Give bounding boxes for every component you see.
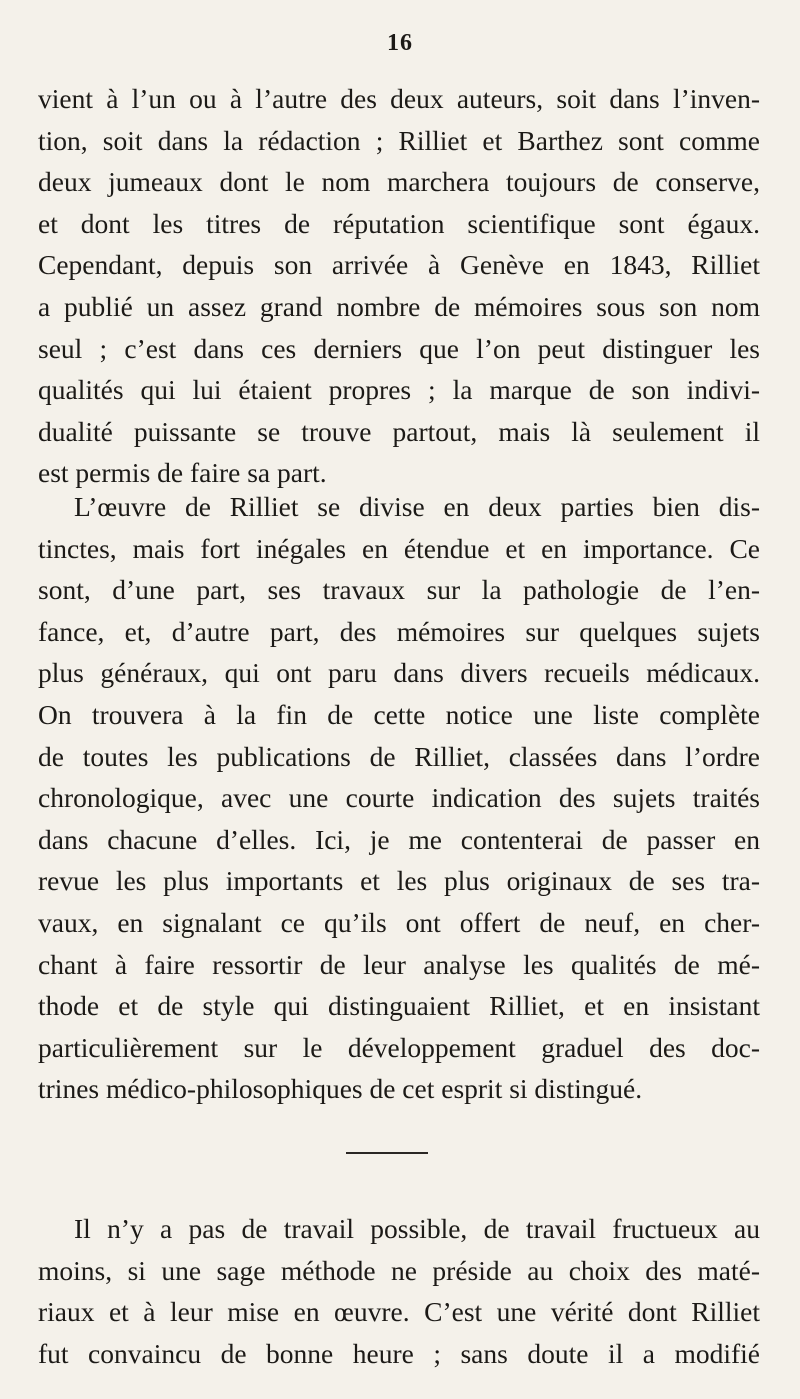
paragraph-1 [38,78,760,494]
page-number: 16 [387,30,413,56]
text-line: a publié un assez grand nombre de mémoires sous son nom [38,290,760,322]
text-line: sont, d’une part, ses travaux sur la pathologie de l’en- [38,574,760,606]
text-line: chronologique, avec une courte indication des sujets traités [38,782,760,814]
text-line: thode et de style qui distinguaient Rilliet, et en insistant [38,990,760,1022]
text-line: qualités qui lui étaient propres ; la marque de son indivi- [38,374,760,406]
section-divider [346,1152,428,1154]
text-line: plus généraux, qui ont paru dans divers recueils médicaux. [38,657,760,689]
text-line: et dont les titres de réputation scientifique sont égaux. [38,207,760,239]
text-line: seul ; c’est dans ces derniers que l’on peut distinguer les [38,332,760,364]
text-line: deux jumeaux dont le nom marchera toujours de conserve, [38,166,760,198]
text-line: moins, si une sage méthode ne préside au choix des maté- [38,1254,760,1286]
text-line: On trouvera à la fin de cette notice une liste complète [38,698,760,730]
text-line: vaux, en signalant ce qu’ils ont offert de neuf, en cher- [38,906,760,938]
text-line: Cependant, depuis son arrivée à Genève en 1843, Rilliet [38,249,760,281]
paragraph-3 [38,1208,760,1374]
text-line: de toutes les publications de Rilliet, classées dans l’ordre [38,740,760,772]
text-line: L’œuvre de Rilliet se divise en deux parties bien dis- [74,491,760,522]
text-line: particulièrement sur le développement graduel des doc- [38,1031,760,1063]
text-line: fut convaincu de bonne heure ; sans doute il a modifié [38,1337,760,1369]
text-line: tinctes, mais fort inégales en étendue et en importance. Ce [38,532,760,564]
text-line: dans chacune d’elles. Ici, je me contenterai de passer en [38,823,760,855]
text-line: dualité puissante se trouve partout, mais là seulement il [38,415,760,447]
text-line: trines médico-philosophiques de cet esprit si distingué. [38,1073,643,1105]
text-line: tion, soit dans la rédaction ; Rilliet et Barthez sont comme [38,124,760,156]
text-line: chant à faire ressortir de leur analyse les qualités de mé- [38,948,760,980]
text-line: riaux et à leur mise en œuvre. C’est une vérité dont Rilliet [38,1296,760,1328]
text-line: Il n’y a pas de travail possible, de travail fructueux au [74,1213,760,1244]
paragraph-2 [38,486,760,1110]
text-line: vient à l’un ou à l’autre des deux auteurs, soit dans l’inven- [38,83,760,114]
text-line: revue les plus importants et les plus originaux de ses tra- [38,865,760,897]
text-line: fance, et, d’autre part, des mémoires sur quelques sujets [38,615,760,647]
text-line: est permis de faire sa part. [38,457,327,489]
